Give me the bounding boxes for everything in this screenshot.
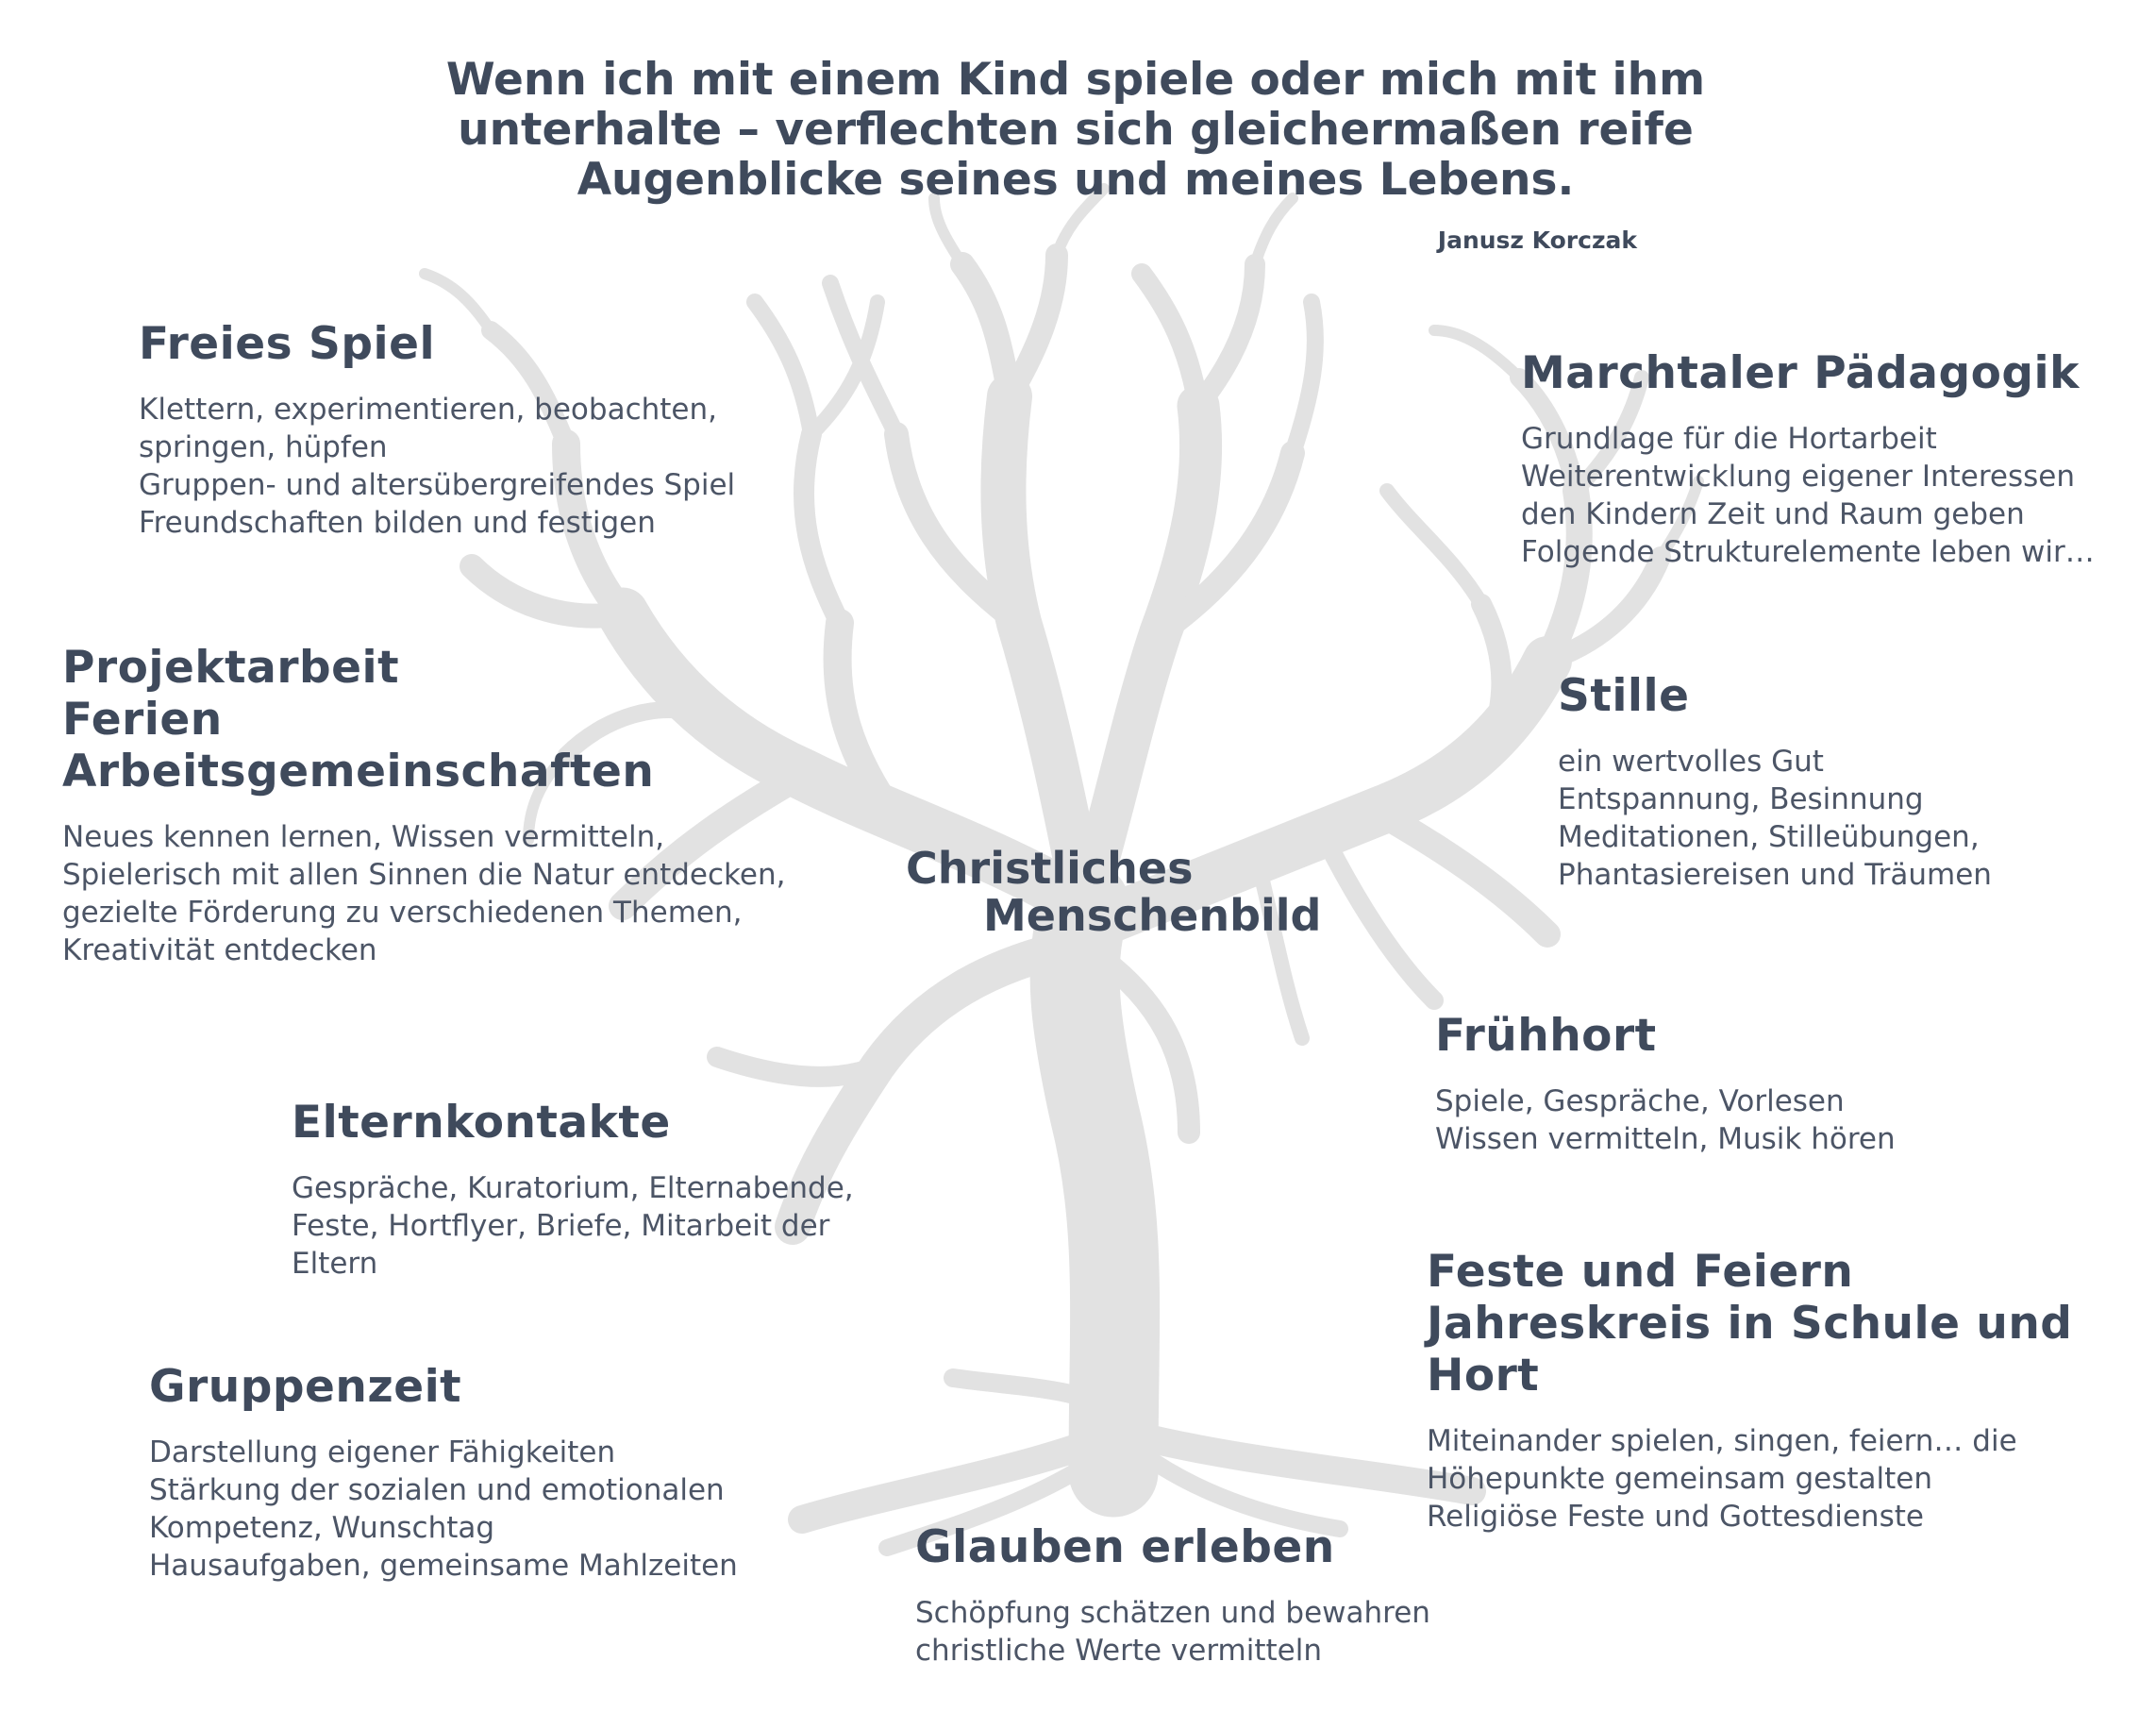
section-title: Feste und Feiern Jahreskreis in Schule und Hort xyxy=(1427,1246,2073,1401)
section-feste-und-feiern xyxy=(1427,1246,2156,1536)
section-title: Projektarbeit Ferien Arbeitsgemeinschaften xyxy=(62,642,655,797)
section-stille xyxy=(1558,670,1992,894)
section-body: Schöpfung schätzen und bewahren christliche Werte vermitteln xyxy=(915,1596,1430,1668)
section-title: Gruppenzeit xyxy=(149,1361,462,1413)
quote-author: Janusz Korczak xyxy=(1437,227,1637,254)
section-projektarbeit xyxy=(62,642,785,969)
section-elternkontakte xyxy=(292,1097,854,1283)
section-title: Marchtaler Pädagogik xyxy=(1521,347,2080,399)
center-label-line2: Menschenbild xyxy=(983,890,1322,941)
center-label-line1: Christliches xyxy=(906,843,1194,894)
section-body: Neues kennen lernen, Wissen vermitteln, Spielerisch mit allen Sinnen die Natur entdecken, gezielte Förderung zu verschiedenen Themen, Kreativität entdecken xyxy=(62,820,786,967)
section-freies-spiel xyxy=(139,318,735,542)
section-glauben-erleben xyxy=(915,1521,1430,1670)
section-title: Freies Spiel xyxy=(139,318,436,370)
section-gruppenzeit xyxy=(149,1361,738,1585)
section-title: Frühhort xyxy=(1435,1010,1657,1062)
section-title: Glauben erleben xyxy=(915,1521,1335,1573)
section-title: Stille xyxy=(1558,670,1690,722)
section-body: Klettern, experimentieren, beobachten, springen, hüpfen Gruppen- und altersübergreifendes Spiel Freundschaften bilden und festigen xyxy=(139,393,736,540)
section-fruehhort xyxy=(1435,1010,1896,1158)
section-title: Elternkontakte xyxy=(292,1097,671,1149)
section-body: Spiele, Gespräche, Vorlesen Wissen vermitteln, Musik hören xyxy=(1435,1084,1896,1156)
section-body: Miteinander spielen, singen, feiern… die Höhepunkte gemeinsam gestalten Religiöse Feste und Gottesdienste xyxy=(1427,1424,2017,1534)
section-body: ein wertvolles Gut Entspannung, Besinnung Meditationen, Stilleübungen, Phantasiereisen und Träumen xyxy=(1558,745,1992,892)
section-body: Gespräche, Kuratorium, Elternabende, Feste, Hortflyer, Briefe, Mitarbeit der Eltern xyxy=(292,1171,854,1281)
section-body: Darstellung eigener Fähigkeiten Stärkung der sozialen und emotionalen Kompetenz, Wunschtag Hausaufgaben, gemeinsame Mahlzeiten xyxy=(149,1435,738,1583)
quote-text: Wenn ich mit einem Kind spiele oder mich mit ihm unterhalte – verflechten sich gleichermaßen reife Augenblicke seines und meines Lebens. xyxy=(445,54,1706,206)
section-body: Grundlage für die Hortarbeit Weiterentwicklung eigener Interessen den Kindern Zeit und Raum geben Folgende Strukturelemente leben wir… xyxy=(1521,422,2095,569)
section-marchtaler-paedagogik xyxy=(1521,347,2095,571)
